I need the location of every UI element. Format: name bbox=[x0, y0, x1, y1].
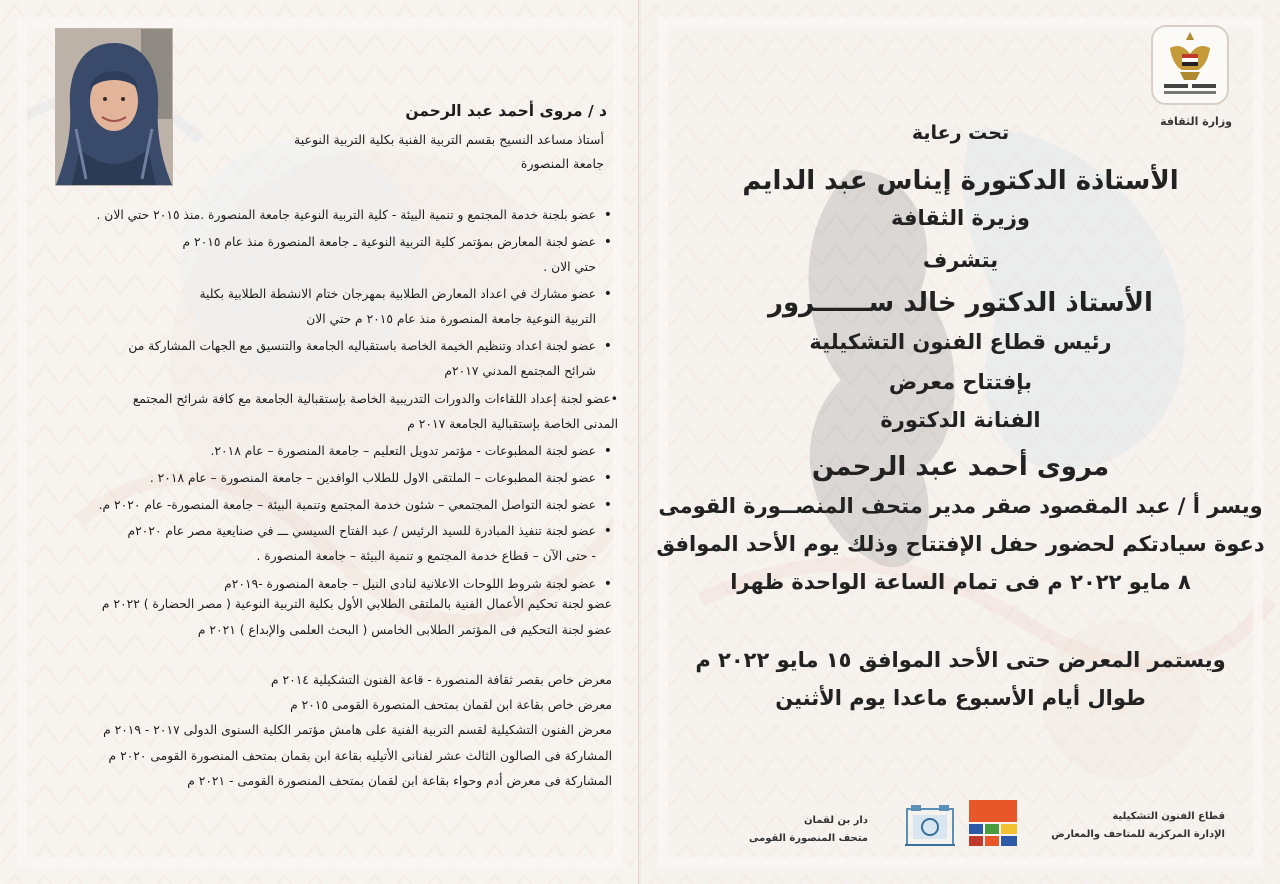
committee-item bbox=[52, 466, 612, 491]
committee-item bbox=[52, 334, 612, 384]
museum-director-line: ويسر أ / عبد المقصود صقر مدير متحف المنصــورة القومى bbox=[658, 494, 1263, 518]
committee-item-line: عضو لجنة تنفيذ المبادرة للسيد الرئيس / عبد الفتاح السيسي ـــ في صنايعية مصر عام ٢٠٢٠م bbox=[127, 524, 596, 539]
bullet-icon: • bbox=[603, 496, 612, 513]
committee-item-line: التربية النوعية جامعة المنصورة منذ عام ٢٠١٥ م حتي الان bbox=[306, 312, 596, 327]
committee-item bbox=[52, 387, 618, 437]
exhibition-item: معرض خاص بقاعة ابن لقمان بمتحف المنصورة القومى ٢٠١٥ م bbox=[290, 698, 612, 713]
committee-item-line: عضو لجنة المطبوعات – الملتقى الاول للطلاب الوافدين – جامعة المنصورة – عام ٢٠١٨ . bbox=[149, 470, 596, 485]
committee-item-line: شرائح المجتمع المدني ٢٠١٧م bbox=[444, 364, 596, 379]
opening-date: ٨ مايو ٢٠٢٢ م فى تمام الساعة الواحدة ظهرا bbox=[730, 570, 1191, 594]
patron-name: الأستاذة الدكتورة إيناس عبد الدايم bbox=[742, 166, 1179, 196]
exhibition-item: المشاركة فى معرض أدم وحواء بقاعة ابن لقمان بمتحف المنصورة القومى - ٢٠٢١ م bbox=[187, 773, 612, 788]
fine-arts-sector-label: قطاع الفنون التشكيلية الإدارة المركزية للمتاحف والمعارض bbox=[1051, 811, 1225, 840]
committee-item-line: عضو لجنة اعداد وتنظيم الخيمة الخاصة باستقباليه الجامعة والتنسيق مع الجهات المشاركة من bbox=[128, 339, 596, 354]
committee-item bbox=[52, 230, 612, 280]
host-title: رئيس قطاع الفنون التشكيلية bbox=[809, 330, 1112, 354]
committee-item-line: حتي الان . bbox=[543, 259, 596, 274]
ibn-luqman-label: دار بن لقمان متحف المنصورة القومى bbox=[748, 815, 868, 844]
artist-university: جامعة المنصورة bbox=[520, 156, 604, 171]
honored-text: يتشرف bbox=[922, 248, 999, 272]
host-name: الأستاذ الدكتور خالد ســــــرور bbox=[768, 288, 1153, 318]
exhibition-duration: ويستمر المعرض حتى الأحد الموافق ١٥ مايو ٢٠٢٢ م bbox=[695, 648, 1226, 672]
committee-item bbox=[52, 203, 612, 228]
artist-label: الفنانة الدكتورة bbox=[880, 408, 1041, 432]
committee-item-line: عضو مشارك في اعداد المعارض الطلابية بمهرجان ختام الانشطة الطلابية بكلية bbox=[199, 287, 596, 302]
committee-item-line: •عضو لجنة إعداد اللقاءات والدورات التدريبية الخاصة بإستقبالية الجامعة مع كافة شرائح المجتمع bbox=[132, 391, 618, 406]
jury-item: عضو لجنة تحكيم الأعمال الفنية بالملتقى الطلابي الأول بكلية التربية النوعية ( مصر الحضارة ) ٢٠٢٢ م bbox=[101, 597, 612, 611]
committee-item bbox=[52, 519, 612, 569]
committee-item-line: عضو لجنة التواصل المجتمعي – شئون خدمة المجتمع وتنمية البيئة – جامعة المنصورة- عام ٢٠٢٠ م. bbox=[98, 497, 596, 512]
artist-name: مروى أحمد عبد الرحمن bbox=[811, 452, 1110, 482]
committee-item bbox=[52, 493, 612, 518]
exhibition-item: المشاركة فى الصالون الثالث عشر لفنانى الأتيليه بقاعة ابن بقمان بمتحف المنصورة القومى ٢٠٢٠ م bbox=[108, 748, 612, 763]
patron-title: وزيرة الثقافة bbox=[891, 206, 1030, 230]
bullet-icon: • bbox=[603, 523, 612, 540]
bullet-icon: • bbox=[603, 207, 612, 223]
bullet-icon: • bbox=[603, 233, 612, 250]
committee-item-line: عضو لجنة المعارض بمؤتمر كلية التربية النوعية ـ جامعة المنصورة منذ عام ٢٠١٥ م bbox=[182, 234, 596, 249]
committee-item-line: عضو بلجنة خدمة المجتمع و تنمية البيئة - كلية التربية النوعية جامعة المنصورة .منذ ٢٠١٥ حتي الان . bbox=[96, 208, 596, 222]
jury-item: عضو لجنة التحكيم فى المؤتمر الطلابى الخامس ( البحث العلمى والإبداع ) ٢٠٢١ م bbox=[197, 623, 612, 637]
bullet-icon: • bbox=[603, 575, 612, 592]
bullet-icon: • bbox=[603, 442, 612, 459]
artist-title: أستاذ مساعد النسيج بقسم التربية الفنية بكلية التربية النوعية bbox=[294, 132, 604, 147]
exhibition-item: معرض خاص بقصر ثقافة المنصورة - قاعة الفنون التشكيلية ٢٠١٤ م bbox=[270, 673, 612, 687]
exhibition-item: معرض الفنون التشكيلية لقسم التربية الفنية على هامش مؤتمر الكلية السنوى الدولى ٢٠١٧ - ٢٠١٩ م bbox=[103, 723, 612, 738]
committee-item-line: - حتى الآن – قطاع خدمة المجتمع و تنمية البيئة – جامعة المنصورة . bbox=[256, 549, 596, 564]
committee-item-line: المدنى الخاصة بإستقبالية الجامعة ٢٠١٧ م bbox=[407, 416, 618, 431]
bullet-icon: • bbox=[603, 286, 612, 303]
opening-text: بإفتتاح معرض bbox=[888, 370, 1033, 394]
artist-portrait bbox=[55, 28, 173, 186]
bullet-icon: • bbox=[603, 338, 612, 355]
committee-item bbox=[52, 282, 612, 332]
egypt-eagle-logo-icon bbox=[1150, 24, 1230, 106]
artist-name-heading: د / مروى أحمد عبد الرحمن bbox=[405, 102, 607, 120]
fine-arts-sector-logo-icon bbox=[969, 800, 1017, 846]
invite-line: دعوة سيادتكم لحضور حفل الإفتتاح وذلك يوم الأحد الموافق bbox=[656, 532, 1265, 556]
committee-item bbox=[52, 439, 612, 464]
exhibition-days: طوال أيام الأسبوع ماعدا يوم الأثنين bbox=[775, 686, 1146, 710]
committee-item-line: عضو لجنة شروط اللوحات الاعلانية لنادى النيل – جامعة المنصورة -٢٠١٩م bbox=[224, 576, 596, 591]
bullet-icon: • bbox=[603, 469, 612, 486]
under-patronage: تحت رعاية bbox=[911, 122, 1010, 144]
museum-building-icon bbox=[903, 803, 957, 849]
ministry-label: وزارة الثقافة bbox=[1160, 115, 1232, 128]
committee-item-line: عضو لجنة المطبوعات - مؤتمر تدويل التعليم – جامعة المنصورة – عام ٢٠١٨. bbox=[210, 443, 596, 458]
